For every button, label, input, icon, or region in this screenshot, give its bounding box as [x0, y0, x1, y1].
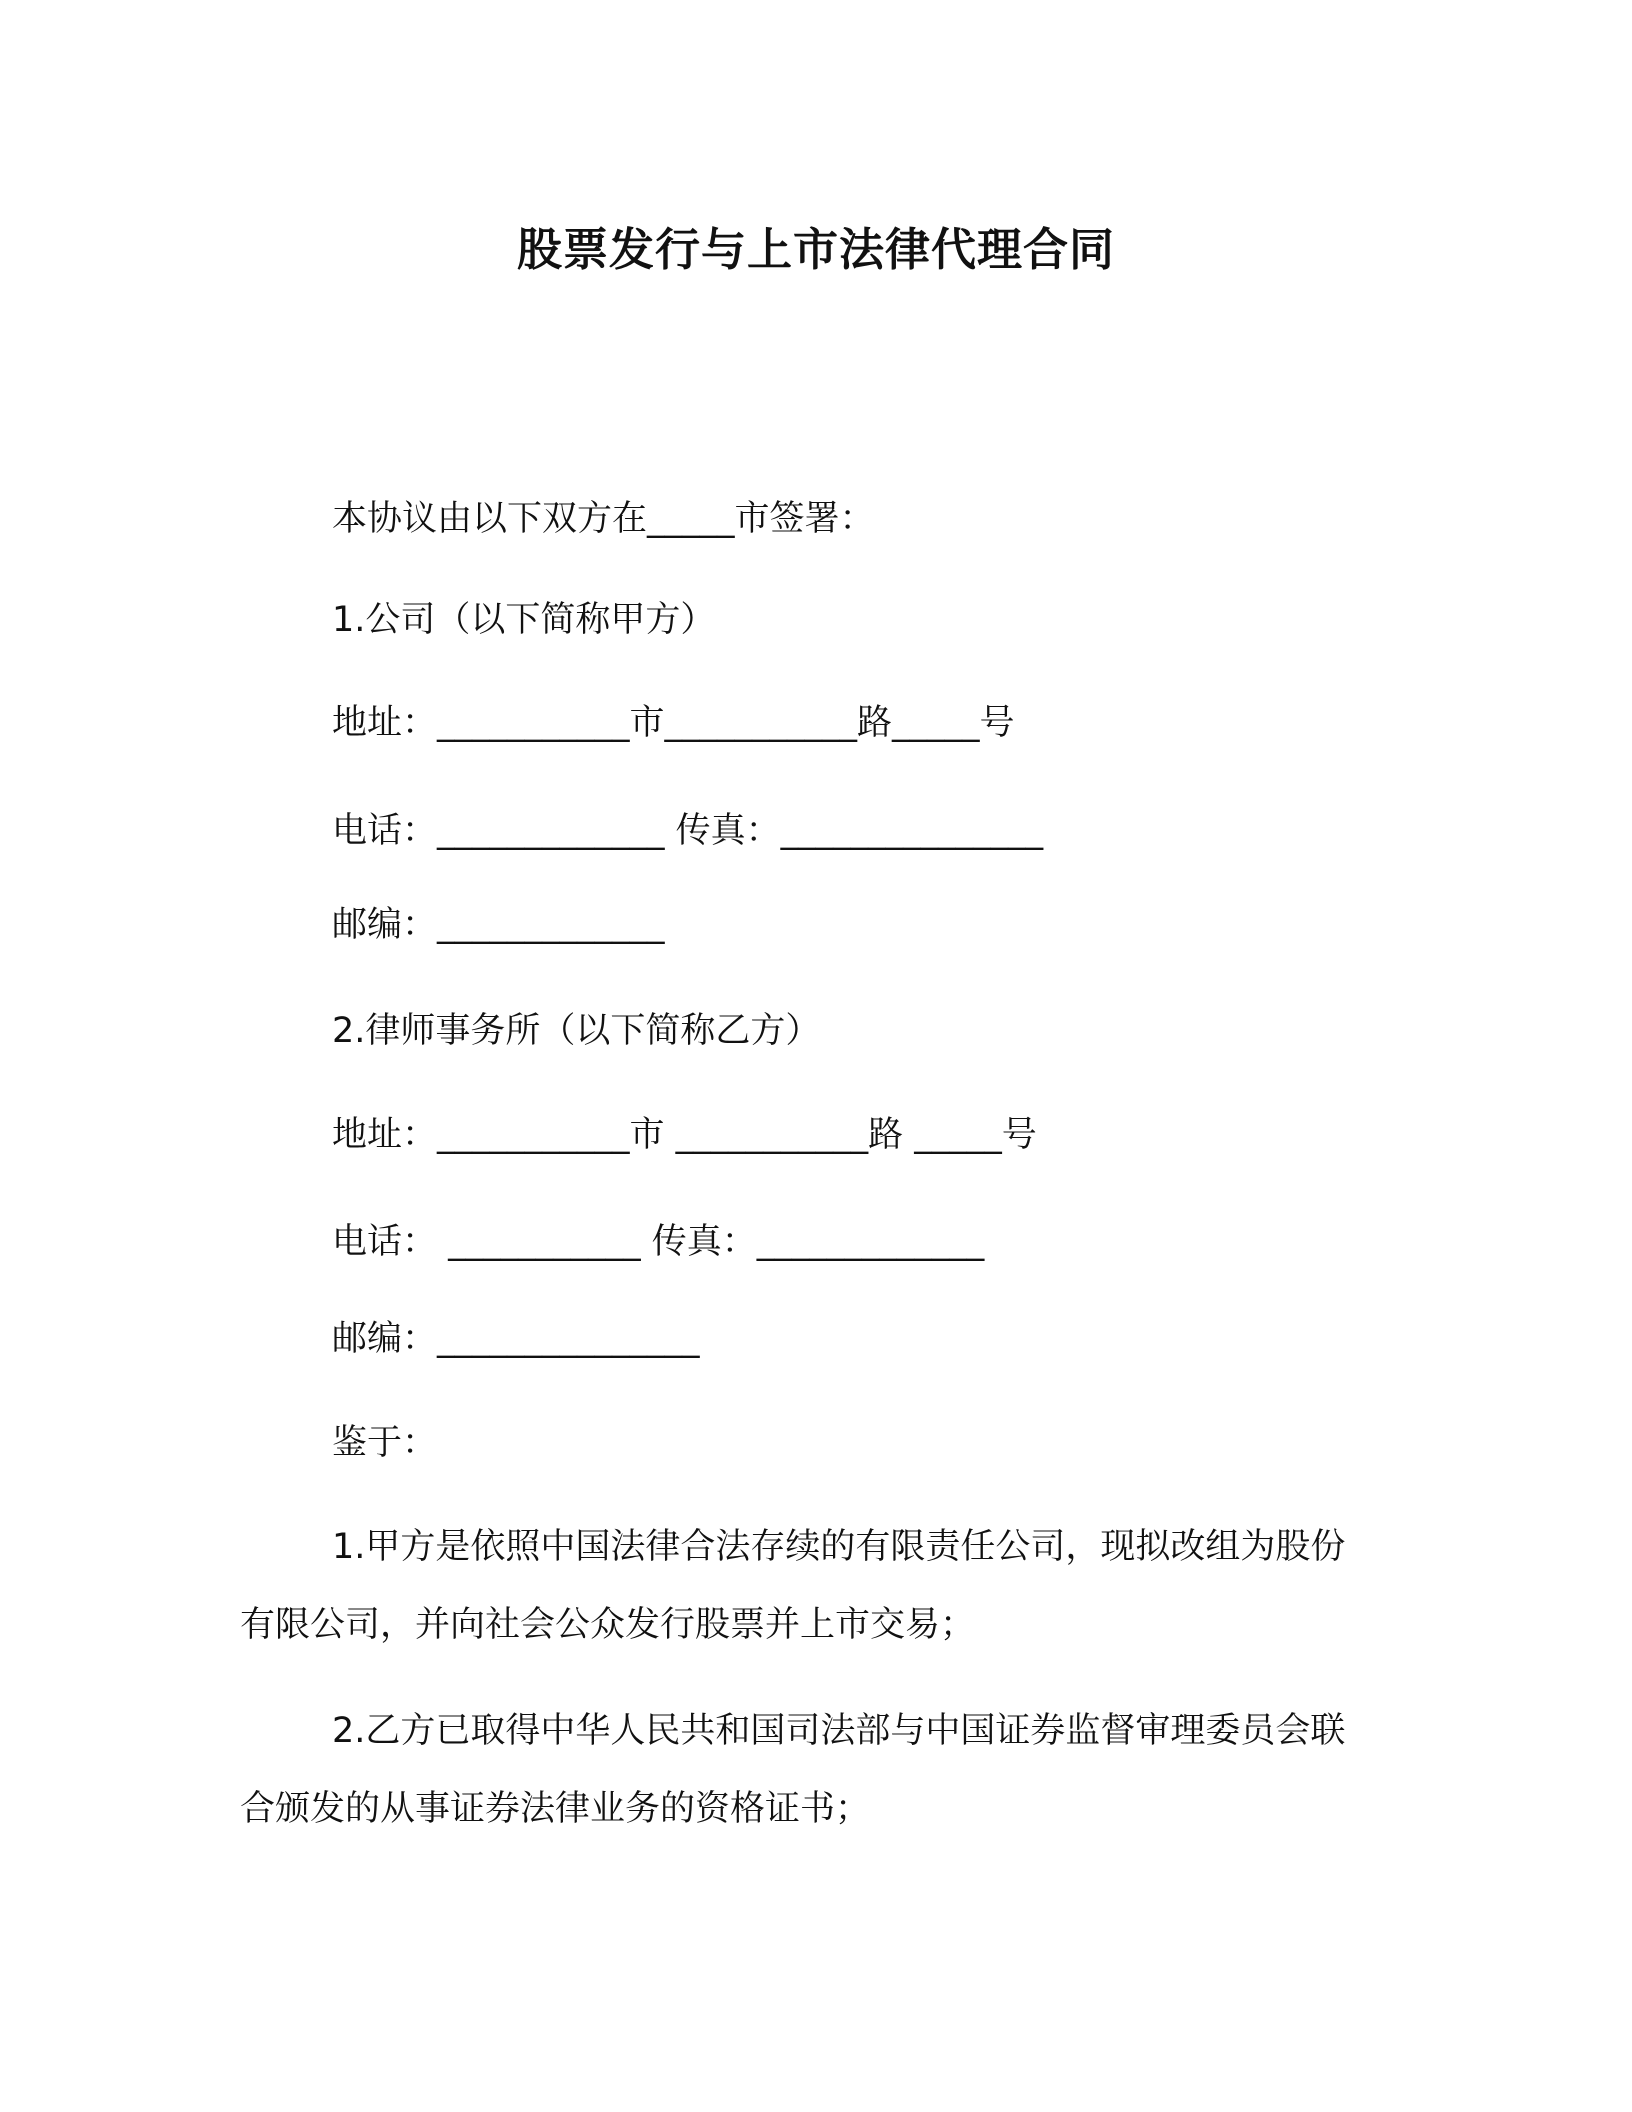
party-a-phone-fax: 电话：_____________ 传真：_______________: [332, 811, 1044, 851]
clause-1: 1.甲方是依照中国法律合法存续的有限责任公司，现拟改组为股份有限公司，并向社会公众发行股票并上市交易；: [240, 1527, 1346, 1645]
party-b-heading: 2.律师事务所（以下简称乙方）: [332, 1011, 821, 1051]
clause-2: 2.乙方已取得中华人民共和国司法部与中国证券监督审理委员会联合颁发的从事证券法律业务的资格证书；: [240, 1711, 1346, 1829]
party-a-heading: 1.公司（以下简称甲方）: [332, 600, 716, 640]
party-b-address: 地址：___________市 ___________路 _____号: [332, 1115, 1037, 1155]
intro-line: 本协议由以下双方在_____市签署：: [332, 499, 875, 539]
document-title: 股票发行与上市法律代理合同: [516, 223, 1115, 276]
whereas-label: 鉴于：: [332, 1423, 438, 1463]
party-b-phone-fax: 电话： ___________ 传真：_____________: [332, 1222, 985, 1262]
party-a-address: 地址：___________市___________路_____号: [332, 703, 1015, 743]
party-b-postcode: 邮编：_______________: [332, 1319, 700, 1359]
party-a-postcode: 邮编：_____________: [332, 905, 665, 945]
